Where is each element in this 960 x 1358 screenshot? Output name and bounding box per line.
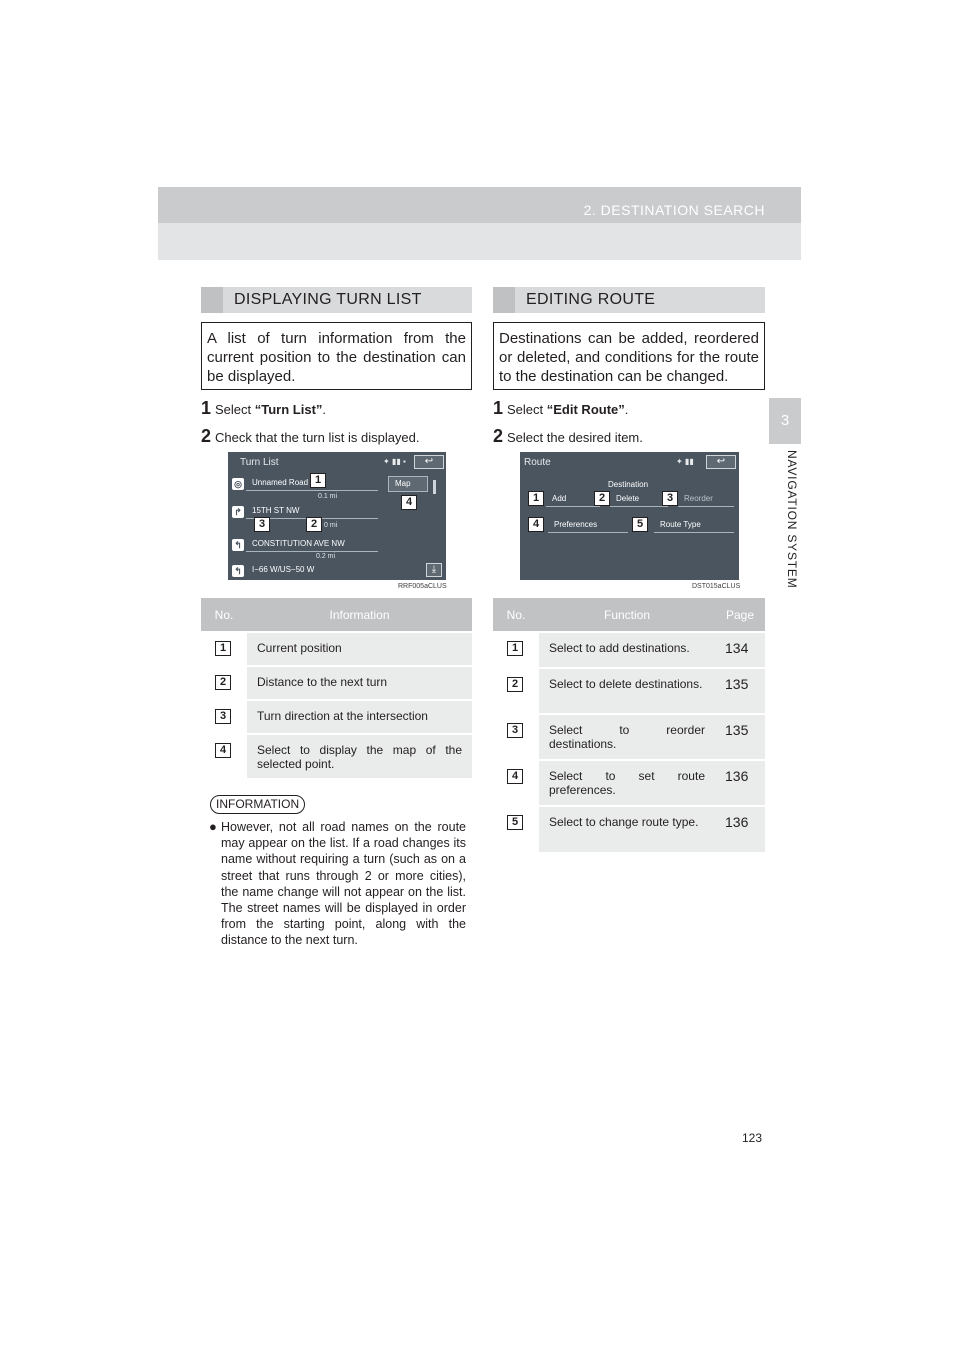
table-row (493, 714, 765, 760)
step-prefix: Select (215, 402, 255, 417)
turn-left-icon: ↰ (232, 539, 244, 551)
step-number: 1 (201, 398, 212, 418)
current-position-icon: ◎ (232, 478, 244, 490)
status-icons: ✦ ▮▮ ▪ (383, 457, 406, 466)
screen-code: RRF005aCLUS (398, 583, 447, 590)
turn-list-command: “Turn List” (254, 402, 323, 417)
table-row (493, 806, 765, 852)
reorder-button[interactable]: Reorder (678, 492, 734, 507)
edit-route-step-1 (493, 398, 628, 419)
route-screen (520, 452, 739, 580)
row-page: 135 (715, 714, 765, 760)
screen-code: DST015aCLUS (692, 583, 741, 590)
preferences-button[interactable]: Preferences (548, 518, 628, 533)
row-text: Select to display the map of the selected point. (247, 734, 472, 778)
table-row (201, 700, 472, 734)
distance-2: 0 mi (324, 522, 338, 529)
callout-2: 2 (594, 491, 610, 506)
heading-bar (201, 287, 223, 313)
bullet-icon: ● (209, 819, 217, 834)
screen-title: Route (524, 457, 551, 468)
callout-4: 4 (401, 495, 417, 510)
distance-1: 0.1 mi (318, 493, 338, 500)
row-number: 3 (507, 723, 523, 738)
column-header: Information (247, 598, 472, 632)
table-row (493, 632, 765, 668)
row-text: Current position (247, 632, 472, 666)
header-sub-band (158, 223, 801, 260)
row-number: 4 (215, 743, 231, 758)
turn-left-icon: ↰ (232, 565, 244, 577)
table-header-row (201, 598, 472, 632)
back-button[interactable]: ↩ (414, 455, 444, 469)
row-number: 4 (507, 769, 523, 784)
callout-1: 1 (528, 491, 544, 506)
row-text: Select to change route type. (539, 806, 715, 852)
row-text: Select to reorder destinations. (539, 714, 715, 760)
row-text: Select to set route preferences. (539, 760, 715, 806)
row-number: 2 (215, 675, 231, 690)
step-suffix: . (322, 402, 327, 417)
distance-3: 0.2 mi (316, 553, 336, 560)
turn-row-4[interactable] (246, 563, 378, 577)
row-text: Select to delete destinations. (539, 668, 715, 714)
row-text: Distance to the next turn (247, 666, 472, 700)
information-text: However, not all road names on the route may appear on the list. If a road changes its name without requiring a turn (such as on a street that runs through 2 or more cities), the name change will not appear on the list. The street names will be displayed in order from the starting point, along with the distance to the next turn. (221, 820, 466, 948)
table-row (201, 666, 472, 700)
callout-3: 3 (254, 517, 270, 532)
turn-list-screen (228, 452, 446, 580)
header-band (158, 187, 801, 223)
turn-right-icon: ↱ (232, 506, 244, 518)
row-number: 2 (507, 677, 523, 692)
step-text: Select the desired item. (507, 430, 643, 445)
row-text: Turn direction at the intersection (247, 700, 472, 734)
callout-5: 5 (632, 517, 648, 532)
turn-list-table (201, 598, 472, 778)
row-number: 1 (215, 641, 231, 656)
chapter-label: NAVIGATION SYSTEM (785, 450, 799, 589)
add-button[interactable]: Add (546, 492, 600, 507)
row-page: 136 (715, 806, 765, 852)
road-name: 15TH ST NW (252, 506, 300, 515)
step-text: Check that the turn list is displayed. (215, 430, 420, 445)
edit-route-step-2 (493, 426, 643, 447)
map-button[interactable]: Map (388, 476, 428, 492)
row-page: 134 (715, 632, 765, 668)
turn-list-step-2 (201, 426, 420, 447)
route-type-button[interactable]: Route Type (654, 518, 734, 533)
screen-title: Turn List (240, 457, 279, 468)
destination-group-label: Destination (608, 480, 649, 489)
heading-bar (493, 287, 515, 313)
callout-1: 1 (310, 473, 326, 488)
callout-4: 4 (528, 517, 544, 532)
turn-list-heading (201, 287, 472, 313)
status-icons: ✦ ▮▮ (676, 457, 694, 466)
section-title: 2. DESTINATION SEARCH (583, 202, 765, 218)
scroll-down-button[interactable]: ⤓ (426, 563, 442, 577)
column-header: No. (493, 598, 539, 632)
step-number: 2 (201, 426, 212, 446)
edit-route-heading (493, 287, 765, 313)
row-page: 135 (715, 668, 765, 714)
callout-2: 2 (306, 517, 322, 532)
edit-route-table (493, 598, 765, 852)
row-number: 1 (507, 641, 523, 656)
row-number: 3 (215, 709, 231, 724)
table-row (493, 668, 765, 714)
table-row (493, 760, 765, 806)
chapter-tab: 3 (769, 398, 801, 444)
callout-3: 3 (662, 491, 678, 506)
delete-button[interactable]: Delete (610, 492, 668, 507)
turn-row-3[interactable] (246, 537, 378, 552)
road-name: CONSTITUTION AVE NW (252, 539, 345, 548)
step-number: 1 (493, 398, 504, 418)
scrollbar[interactable] (433, 480, 436, 494)
edit-route-command: “Edit Route” (546, 402, 625, 417)
information-body (209, 819, 466, 949)
column-header: Page (715, 598, 765, 632)
page-number: 123 (742, 1131, 763, 1145)
row-text: Select to add destinations. (539, 632, 715, 668)
edit-route-heading-text: EDITING ROUTE (526, 291, 656, 308)
turn-list-intro: A list of turn information from the current position to the destination can be displayed. (201, 322, 472, 390)
table-row (201, 734, 472, 778)
row-number: 5 (507, 815, 523, 830)
table-header-row (493, 598, 765, 632)
step-suffix: . (624, 402, 629, 417)
turn-list-step-1 (201, 398, 326, 419)
row-page: 136 (715, 760, 765, 806)
step-prefix: Select (507, 402, 547, 417)
column-header: No. (201, 598, 247, 632)
edit-route-intro: Destinations can be added, reordered or deleted, and conditions for the route to the destination can be changed. (493, 322, 765, 390)
information-label: INFORMATION (210, 795, 305, 814)
column-header: Function (539, 598, 715, 632)
table-row (201, 632, 472, 666)
turn-list-heading-text: DISPLAYING TURN LIST (234, 291, 422, 308)
back-button[interactable]: ↩ (706, 455, 736, 469)
step-number: 2 (493, 426, 504, 446)
road-name: Unnamed Road (252, 478, 309, 487)
road-name: I−66 W/US−50 W (252, 565, 315, 574)
